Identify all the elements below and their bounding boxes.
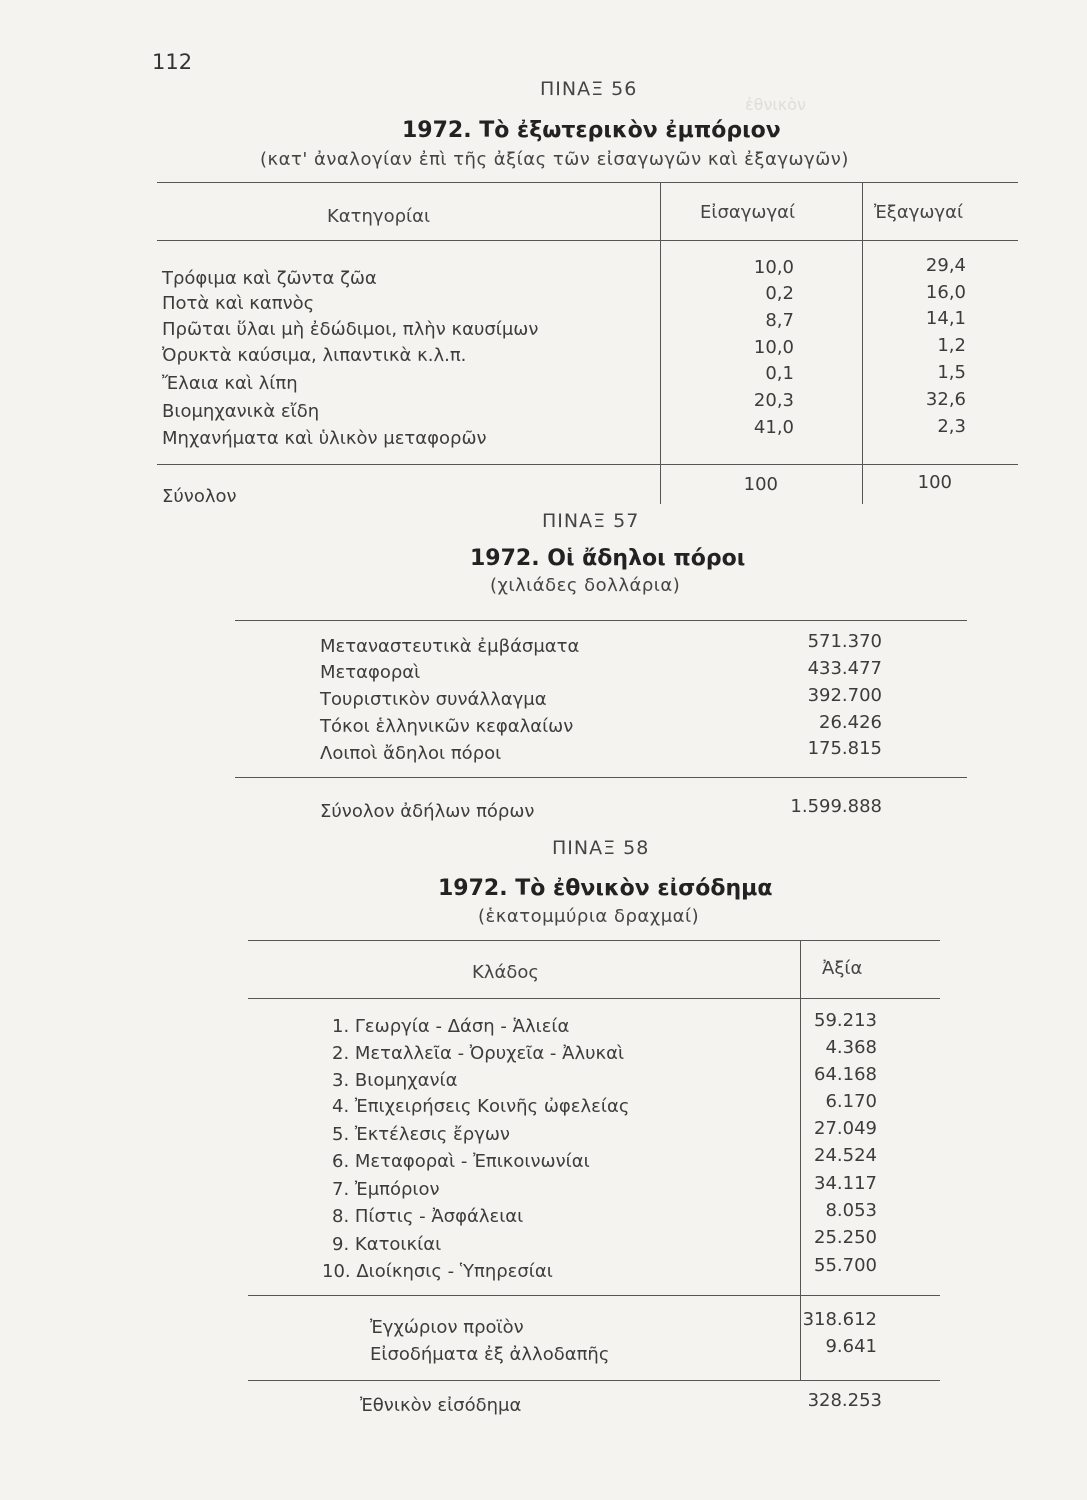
table-56-cell-exports: 1,2	[937, 335, 966, 356]
table-56-subtitle: (κατ' ἀναλογίαν ἐπὶ τῆς ἀξίας τῶν εἰσαγωγῶν καὶ ἐξαγωγῶν)	[260, 149, 849, 170]
page-number: 112	[152, 50, 193, 74]
table-57-cell-value: 175.815	[807, 738, 882, 759]
table-57-cell-item: Τουριστικὸν συνάλλαγμα	[320, 689, 547, 710]
table-58-cell-value: 24.524	[814, 1145, 877, 1166]
table-56-total-rule	[157, 464, 1018, 465]
table-56-header-category: Κατηγορίαι	[327, 206, 431, 227]
table-57-cell-item: Μεταναστευτικὰ ἐμβάσματα	[320, 636, 580, 657]
table-56-cell-exports: 29,4	[925, 255, 966, 276]
table-57-title: 1972. Οἱ ἄδηλοι πόροι	[470, 546, 746, 571]
table-57-total-label: Σύνολον ἀδήλων πόρων	[320, 801, 535, 822]
table-58-domestic-value: 318.612	[802, 1309, 877, 1330]
table-57-total-value: 1.599.888	[790, 796, 882, 817]
table-56-cell-imports: 20,3	[753, 390, 794, 411]
table-58-cell-sector: 9. Κατοικίαι	[332, 1234, 442, 1255]
table-58-cell-sector: 8. Πίστις - Ἀσφάλειαι	[332, 1206, 524, 1227]
table-56-cell-imports: 0,1	[765, 363, 794, 384]
table-58-header-sector: Κλάδος	[472, 962, 539, 983]
table-58-cell-value: 64.168	[814, 1064, 877, 1085]
table-56-cell-exports: 1,5	[937, 362, 966, 383]
table-58-cell-sector: 2. Μεταλλεῖα - Ὀρυχεῖα - Ἀλυκαὶ	[332, 1043, 625, 1064]
table-57-total-rule	[235, 777, 967, 778]
table-58-cell-sector: 4. Ἐπιχειρήσεις Κοινῆς ὠφελείας	[332, 1096, 630, 1117]
table-58-cell-value: 55.700	[814, 1255, 877, 1276]
table-58-cell-value: 4.368	[825, 1037, 877, 1058]
table-56-col-divider	[660, 182, 661, 504]
table-58-total-value: 328.253	[807, 1390, 882, 1411]
table-58-title: 1972. Τὸ ἐθνικὸν εἰσόδημα	[438, 876, 773, 901]
table-56-cell-exports: 16,0	[925, 282, 966, 303]
table-56-header-exports: Ἐξαγωγαί	[874, 202, 964, 223]
table-56-title: 1972. Τὸ ἐξωτερικὸν ἐμπόριον	[402, 118, 781, 143]
table-58-header-rule	[248, 998, 940, 999]
table-58-cell-sector: 6. Μεταφοραὶ - Ἐπικοινωνίαι	[332, 1151, 590, 1172]
table-57-cell-value: 433.477	[807, 658, 882, 679]
table-56-cell-imports: 0,2	[765, 283, 794, 304]
table-56-cell-exports: 32,6	[925, 389, 966, 410]
table-56-cell-category: Ἔλαια καὶ λίπη	[162, 373, 298, 394]
table-58-cell-value: 6.170	[825, 1091, 877, 1112]
table-58-cell-sector: 1. Γεωργία - Δάση - Ἁλιεία	[332, 1016, 570, 1037]
table-57-subtitle: (χιλιάδες δολλάρια)	[490, 575, 681, 596]
table-58-cell-sector: 3. Βιομηχανία	[332, 1070, 458, 1091]
table-56-header-imports: Εἰσαγωγαί	[700, 202, 796, 223]
table-58-total-label: Ἐθνικὸν εἰσόδημα	[360, 1395, 522, 1416]
table-56-cell-exports: 2,3	[937, 416, 966, 437]
table-58-cell-value: 34.117	[814, 1173, 877, 1194]
table-58-subtotal-rule	[248, 1295, 940, 1296]
table-56-cell-category: Ὀρυκτὰ καύσιμα, λιπαντικὰ κ.λ.π.	[162, 345, 467, 366]
table-58-cell-value: 25.250	[814, 1227, 877, 1248]
table-56-header-rule	[157, 240, 1018, 241]
table-56-total-exports: 100	[917, 472, 952, 493]
table-56-col-divider	[862, 182, 863, 504]
table-57-cell-value: 392.700	[807, 685, 882, 706]
table-58-subtitle: (ἑκατομμύρια δραχμαί)	[478, 906, 700, 927]
table-58-label: ΠΙΝΑΞ 58	[552, 837, 650, 859]
table-56-cell-imports: 10,0	[753, 257, 794, 278]
table-58-cell-value: 59.213	[814, 1010, 877, 1031]
table-58-cell-sector: 5. Ἐκτέλεσις ἔργων	[332, 1124, 510, 1145]
table-58-cell-value: 8.053	[825, 1200, 877, 1221]
table-57-top-rule	[235, 620, 967, 621]
table-57-cell-item: Μεταφοραὶ	[320, 662, 421, 683]
table-57-cell-item: Τόκοι ἑλληνικῶν κεφαλαίων	[320, 716, 574, 737]
table-56-cell-category: Πρῶται ὕλαι μὴ ἐδώδιμοι, πλὴν καυσίμων	[162, 319, 539, 340]
bleed-through-text: ἐθνικὸν	[745, 95, 806, 114]
table-58-total-rule	[248, 1380, 940, 1381]
table-57-cell-value: 26.426	[819, 712, 882, 733]
table-58-header-value: Ἀξία	[822, 958, 863, 979]
table-58-cell-value: 27.049	[814, 1118, 877, 1139]
table-58-cell-sector: 7. Ἐμπόριον	[332, 1179, 440, 1200]
table-56-label: ΠΙΝΑΞ 56	[540, 78, 638, 100]
table-58-foreign-label: Εἰσοδήματα ἐξ ἀλλοδαπῆς	[370, 1344, 610, 1365]
table-56-cell-category: Βιομηχανικὰ εἴδη	[162, 401, 320, 422]
table-56-total-label: Σύνολον	[162, 486, 237, 507]
table-57-label: ΠΙΝΑΞ 57	[542, 510, 640, 532]
table-58-domestic-label: Ἐγχώριον προϊὸν	[370, 1317, 524, 1338]
table-56-cell-imports: 8,7	[765, 310, 794, 331]
table-56-top-rule	[157, 182, 1018, 183]
table-56-total-imports: 100	[743, 474, 778, 495]
table-56-cell-exports: 14,1	[925, 308, 966, 329]
table-58-cell-sector: 10. Διοίκησις - Ὑπηρεσίαι	[322, 1261, 553, 1282]
table-56-cell-category: Ποτὰ καὶ καπνὸς	[162, 293, 315, 314]
table-57-cell-value: 571.370	[807, 631, 882, 652]
table-56-cell-category: Τρόφιμα καὶ ζῶντα ζῶα	[162, 268, 377, 289]
table-57-cell-item: Λοιποὶ ἄδηλοι πόροι	[320, 743, 502, 764]
table-56-cell-imports: 10,0	[753, 337, 794, 358]
table-56-cell-category: Μηχανήματα καὶ ὑλικὸν μεταφορῶν	[162, 428, 487, 449]
table-58-foreign-value: 9.641	[825, 1336, 877, 1357]
table-58-top-rule	[248, 940, 940, 941]
table-56-cell-imports: 41,0	[753, 417, 794, 438]
